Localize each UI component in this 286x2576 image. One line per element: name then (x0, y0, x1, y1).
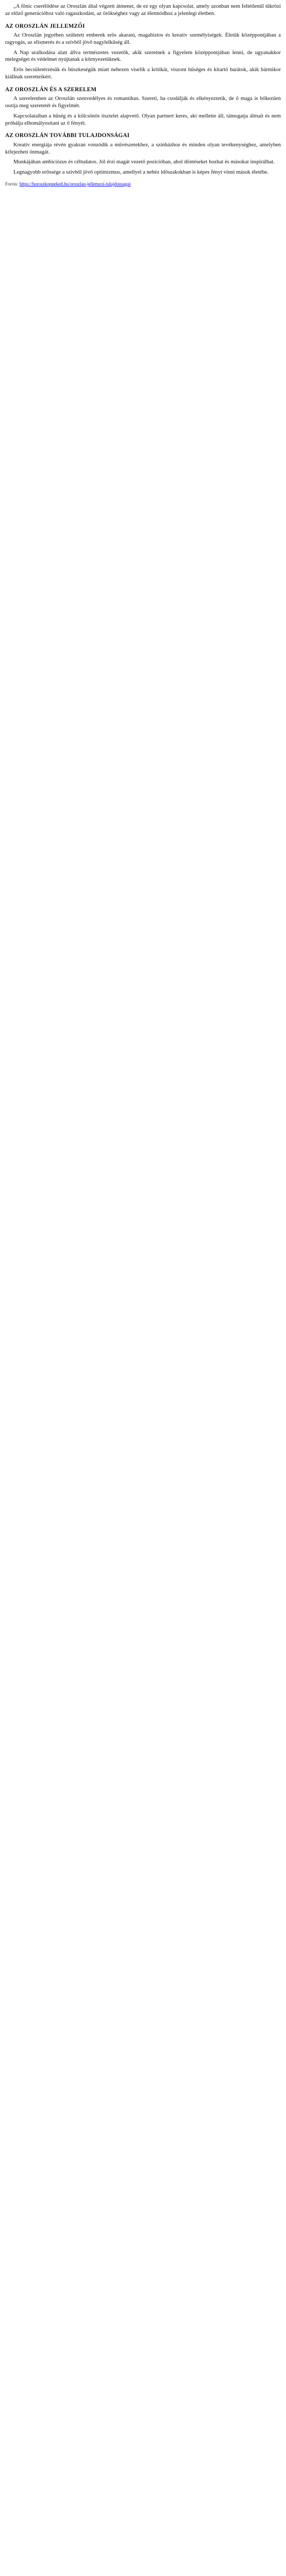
section-title: AZ OROSZLÁN JELLEMZŐI (5, 23, 85, 29)
section-paragraph: A Nap uralkodása alatt állva természetes vezetők, akik szeretnek a figyelem középpontjában lenni, de ugyanakkor melegséget és védelmet nyújtanak a környezetüknek. (5, 49, 281, 63)
article-lead: „A föníc cserélődése az Oroszlán által végzett átmenet, de ez egy olyan kapcsolat, amely azonban nem feltétlenül tükrözi az előző generációhoz való ragaszkodást, az örökséghez vagy az életmódhoz a jelenlegi életben. (5, 4, 281, 16)
section-title: AZ OROSZLÁN TOVÁBBI TULAJDONSÁGAI (5, 132, 130, 139)
section-paragraph: Munkájában ambiciózus és céltudatos. Jól érzi magát vezető pozícióban, ahol döntéseket hozhat és másokat inspirálhat. (13, 159, 275, 165)
article-body (5, 3, 281, 188)
section-paragraph: Kreatív energiája révén gyakran vonzódik a művészetekhez, a színházhoz és minden olyan tevékenységhez, amelyben kifejezheti önmagát. (5, 142, 281, 155)
section-title: AZ OROSZLÁN ÉS A SZERELEM (5, 86, 97, 93)
source-prefix: Forrás: (5, 181, 19, 187)
article-section-0 (5, 23, 281, 81)
section-paragraph: Kapcsolataiban a hűség és a kölcsönös tisztelet alapvető. Olyan partnert keres, aki mellette áll, támogatja álmait és nem próbálja elhomályosítani az ő fényét. (5, 113, 281, 126)
section-paragraph: A szerelemben az Oroszlán szenvedélyes és romantikus. Szereti, ha csodálják és elkényeztetik, de ő maga is bőkezűen osztja meg szeretetét és figyelmét. (5, 96, 281, 109)
article-section-1 (5, 86, 281, 127)
source-link[interactable]: https://horoszkopneked.hu/oroszlan-jellemzoi-tulajdonsagai (19, 181, 131, 187)
section-paragraph: Legnagyobb erőssége a szívből jövő optimizmus, amellyel a nehéz időszakokban is képes fényt vinni mások életébe. (13, 170, 269, 176)
section-paragraph: Az Oroszlán jegyében született emberek erős akaratú, magabiztos és kreatív személyiségek. Életük középpontjában a ragyogás, az elismerés és a szívből jövő nagylelkűség áll. (5, 32, 281, 45)
section-paragraph: Erős becsületérzésük és büszkeségük miatt nehezen viselik a kritikát, viszont hűséges és kitartó barátok, akik bármikor kiállnak szeretteikért. (5, 67, 281, 80)
source-line (5, 181, 281, 188)
article-section-2 (5, 132, 281, 176)
